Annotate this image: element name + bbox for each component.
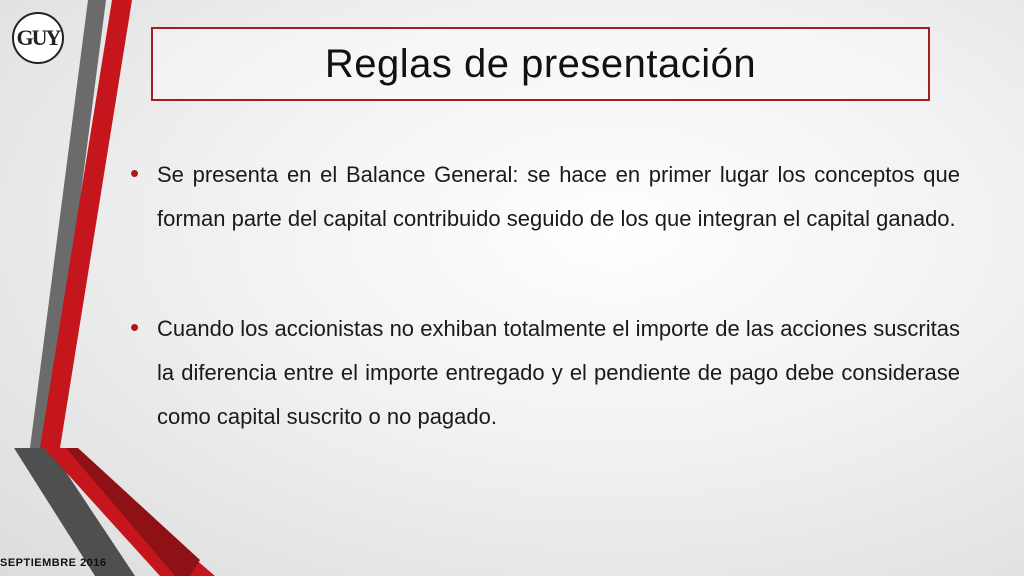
bullet-item (128, 153, 960, 241)
bullet-dot-icon: • (130, 312, 140, 342)
date-footer: SEPTIEMBRE 2016 (0, 557, 107, 569)
bullet-list (128, 153, 960, 439)
title-box (151, 27, 930, 101)
bullet-text: Se presenta en el Balance General: se hace en primer lugar los conceptos que forman parte del capital contribuido seguido de los que integran el capital ganado. (157, 162, 960, 231)
company-logo (12, 12, 64, 64)
bullet-text: Cuando los accionistas no exhiban totalmente el importe de las acciones suscritas la diferencia entre el importe entregado y el pendiente de pago debe considerase como capital suscrito o no pagado. (157, 316, 960, 429)
bullet-dot-icon: • (130, 158, 140, 188)
logo-text: GUY (16, 25, 60, 50)
slide-title: Reglas de presentación (324, 41, 757, 86)
bullet-item (128, 307, 960, 439)
